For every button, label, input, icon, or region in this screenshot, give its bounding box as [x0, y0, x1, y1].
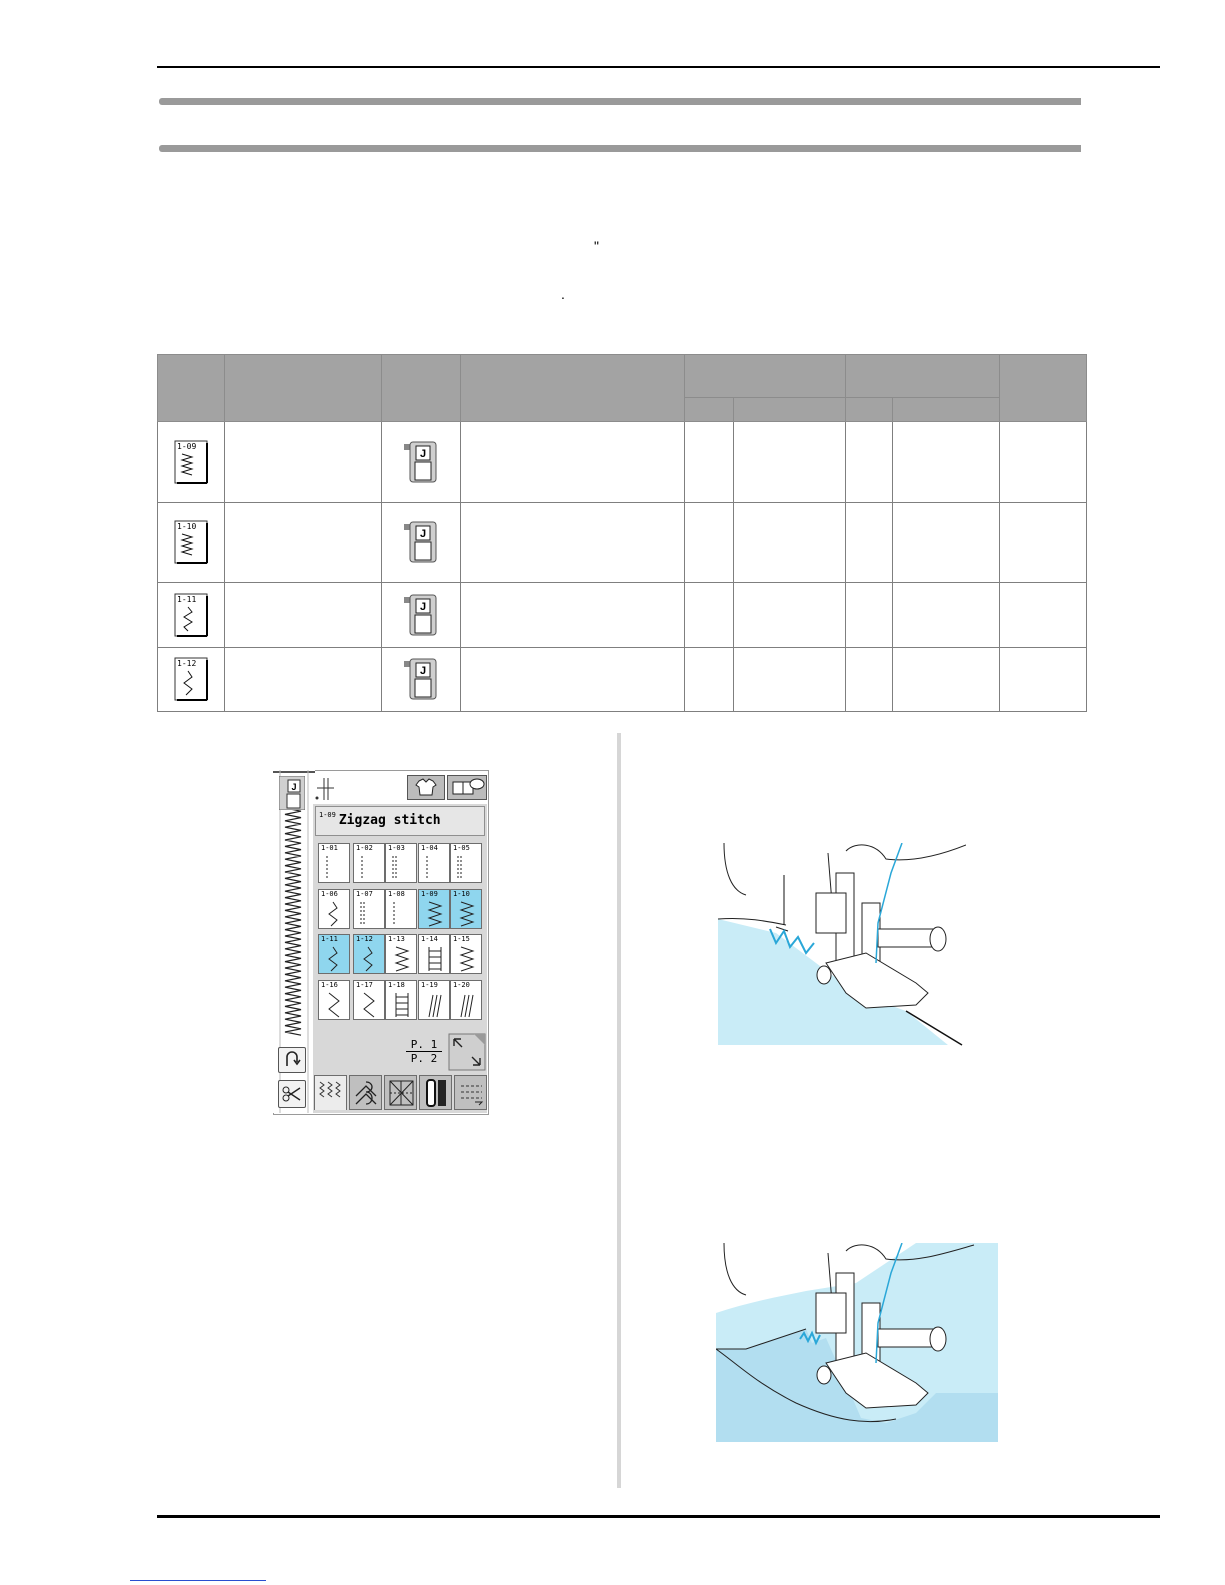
tab-sideways-stitches[interactable]	[454, 1075, 487, 1110]
table-cell	[893, 647, 1000, 711]
stitch-button-code: 1-03	[388, 844, 405, 852]
sideways-stitch-icon	[455, 1076, 488, 1110]
foot-letter: J	[419, 528, 427, 541]
shirt-icon	[408, 776, 444, 799]
stitch-button-1-02[interactable]	[353, 843, 385, 883]
page-current: P. 1	[406, 1038, 442, 1052]
table-cell	[893, 502, 1000, 583]
sewing-illustration-curve	[716, 1243, 998, 1442]
stitch-button-1-04[interactable]	[418, 843, 450, 883]
stitch-pattern-icon	[174, 657, 208, 701]
sewing-illustration-edge	[716, 843, 966, 1046]
stitch-button-1-03[interactable]	[385, 843, 417, 883]
scissors-icon	[279, 1081, 305, 1107]
stitch-button-code: 1-11	[321, 935, 338, 943]
stitch-button-1-11[interactable]	[318, 934, 350, 974]
table-subheader-cell	[846, 398, 893, 422]
table-header-cell	[461, 355, 685, 422]
table-cell	[225, 502, 382, 583]
stitch-button-1-07[interactable]	[353, 889, 385, 929]
top-rule	[157, 66, 1160, 68]
stitch-pattern-code: 1-09	[177, 441, 197, 451]
foot-letter: J	[419, 600, 427, 613]
selected-stitch-title	[315, 806, 485, 836]
table-cell	[225, 647, 382, 711]
stitch-pattern-icon	[174, 593, 208, 637]
presser-foot-icon	[402, 657, 440, 701]
shirt-button[interactable]	[407, 775, 445, 800]
presser-foot-icon	[402, 440, 440, 484]
table-cell	[461, 647, 685, 711]
stitch-button-code: 1-14	[421, 935, 438, 943]
table-cell	[382, 422, 461, 503]
tab-cross-stitches[interactable]	[384, 1075, 417, 1110]
stitch-button-1-20[interactable]	[450, 980, 482, 1020]
tab-utility-stitches[interactable]	[314, 1075, 347, 1110]
table-cell	[846, 583, 893, 647]
bottom-rule	[157, 1515, 1160, 1518]
presser-foot-icon	[402, 520, 440, 564]
stitch-button-code: 1-19	[421, 981, 438, 989]
table-cell	[1000, 502, 1087, 583]
table-cell	[158, 647, 225, 711]
table-cell	[461, 583, 685, 647]
table-header-cell	[846, 355, 1000, 398]
table-subheader-cell	[734, 398, 846, 422]
table-cell	[225, 422, 382, 503]
table-header-cell	[1000, 355, 1087, 422]
stitch-pattern-code: 1-11	[177, 594, 197, 604]
stitch-table	[157, 354, 1087, 712]
help-icon	[448, 776, 486, 799]
reverse-stitch-icon	[279, 1048, 305, 1072]
table-row	[158, 422, 1087, 503]
stitch-button-code: 1-04	[421, 844, 438, 852]
page-indicator	[406, 1038, 442, 1065]
selected-stitch-name: Zigzag stitch	[338, 813, 441, 828]
stitch-button-code: 1-01	[321, 844, 338, 852]
stitch-button-1-18[interactable]	[385, 980, 417, 1020]
decorative-stitch-icon	[350, 1076, 383, 1110]
text-mark: "	[594, 238, 599, 254]
stitch-button-1-19[interactable]	[418, 980, 450, 1020]
tab-decorative-stitches[interactable]	[349, 1075, 382, 1110]
table-row	[158, 502, 1087, 583]
foot-letter: J	[291, 782, 297, 792]
foot-letter: J	[419, 447, 427, 460]
table-cell	[685, 583, 734, 647]
stitch-button-code: 1-18	[388, 981, 405, 989]
stitch-button-1-16[interactable]	[318, 980, 350, 1020]
table-cell	[158, 422, 225, 503]
stitch-button-code: 1-15	[453, 935, 470, 943]
table-header-cell	[225, 355, 382, 422]
stitch-button-1-14[interactable]	[418, 934, 450, 974]
stitch-button-code: 1-20	[453, 981, 470, 989]
text-mark: .	[561, 286, 565, 302]
section-header-band-bottom	[159, 145, 1081, 152]
selected-stitch-code: 1-09	[319, 811, 336, 819]
table-row	[158, 583, 1087, 647]
stitch-button-code: 1-07	[356, 890, 373, 898]
stitch-button-1-05[interactable]	[450, 843, 482, 883]
help-button[interactable]	[447, 775, 487, 800]
stitch-pattern-code: 1-10	[177, 522, 197, 532]
table-cell	[893, 583, 1000, 647]
section-header-band-top	[159, 98, 1081, 105]
stitch-button-code: 1-10	[453, 890, 470, 898]
table-cell	[382, 647, 461, 711]
table-header-cell	[382, 355, 461, 422]
stitch-pattern-icon	[174, 440, 208, 484]
table-cell	[1000, 583, 1087, 647]
next-page-button[interactable]	[448, 1033, 486, 1071]
stitch-button-1-12[interactable]	[353, 934, 385, 974]
stitch-button-1-10[interactable]	[450, 889, 482, 929]
table-cell	[461, 502, 685, 583]
column-divider	[617, 733, 621, 1488]
cut-thread-button[interactable]	[278, 1080, 306, 1108]
foot-letter: J	[419, 665, 427, 678]
stitch-button-code: 1-16	[321, 981, 338, 989]
table-subheader-cell	[893, 398, 1000, 422]
stitch-button-1-01[interactable]	[318, 843, 350, 883]
table-cell	[685, 422, 734, 503]
presser-foot-icon	[402, 593, 440, 637]
table-row	[158, 647, 1087, 711]
table-cell	[734, 502, 846, 583]
stitch-button-code: 1-02	[356, 844, 373, 852]
utility-stitch-icon	[315, 1076, 348, 1110]
stitch-button-1-15[interactable]	[450, 934, 482, 974]
stitch-pattern-icon	[174, 520, 208, 564]
table-header-cell	[685, 355, 846, 398]
stitch-button-code: 1-08	[388, 890, 405, 898]
stitch-button-1-06[interactable]	[318, 889, 350, 929]
stitch-button-1-17[interactable]	[353, 980, 385, 1020]
table-header-cell	[158, 355, 225, 422]
stitch-pattern-code: 1-12	[177, 659, 197, 669]
table-cell	[225, 583, 382, 647]
table-cell	[1000, 647, 1087, 711]
table-cell	[685, 502, 734, 583]
stitch-button-code: 1-17	[356, 981, 373, 989]
page-turn-icon	[448, 1033, 486, 1071]
stitch-button-1-13[interactable]	[385, 934, 417, 974]
reverse-stitch-button[interactable]	[278, 1047, 306, 1073]
buttonhole-icon	[420, 1076, 453, 1110]
table-cell	[158, 583, 225, 647]
table-cell	[382, 583, 461, 647]
table-cell	[461, 422, 685, 503]
table-cell	[382, 502, 461, 583]
table-cell	[846, 502, 893, 583]
table-cell	[685, 647, 734, 711]
stitch-button-code: 1-06	[321, 890, 338, 898]
stitch-button-code: 1-05	[453, 844, 470, 852]
table-cell	[846, 422, 893, 503]
stitch-button-code: 1-13	[388, 935, 405, 943]
table-cell	[158, 502, 225, 583]
table-cell	[734, 647, 846, 711]
table-cell	[893, 422, 1000, 503]
stitch-button-1-08[interactable]	[385, 889, 417, 929]
page-total: P. 2	[410, 1052, 438, 1065]
table-cell	[734, 583, 846, 647]
footer-link-underline[interactable]	[130, 1580, 266, 1581]
table-cell	[846, 647, 893, 711]
table-subheader-cell	[685, 398, 734, 422]
needle-position-icon	[314, 776, 336, 802]
stitch-button-code: 1-09	[421, 890, 438, 898]
cross-stitch-icon	[385, 1076, 418, 1110]
stitch-button-code: 1-12	[356, 935, 373, 943]
table-cell	[734, 422, 846, 503]
tab-buttonhole-stitches[interactable]	[419, 1075, 452, 1110]
presser-foot-icon	[279, 776, 305, 810]
stitch-button-1-09[interactable]	[418, 889, 450, 929]
table-cell	[1000, 422, 1087, 503]
